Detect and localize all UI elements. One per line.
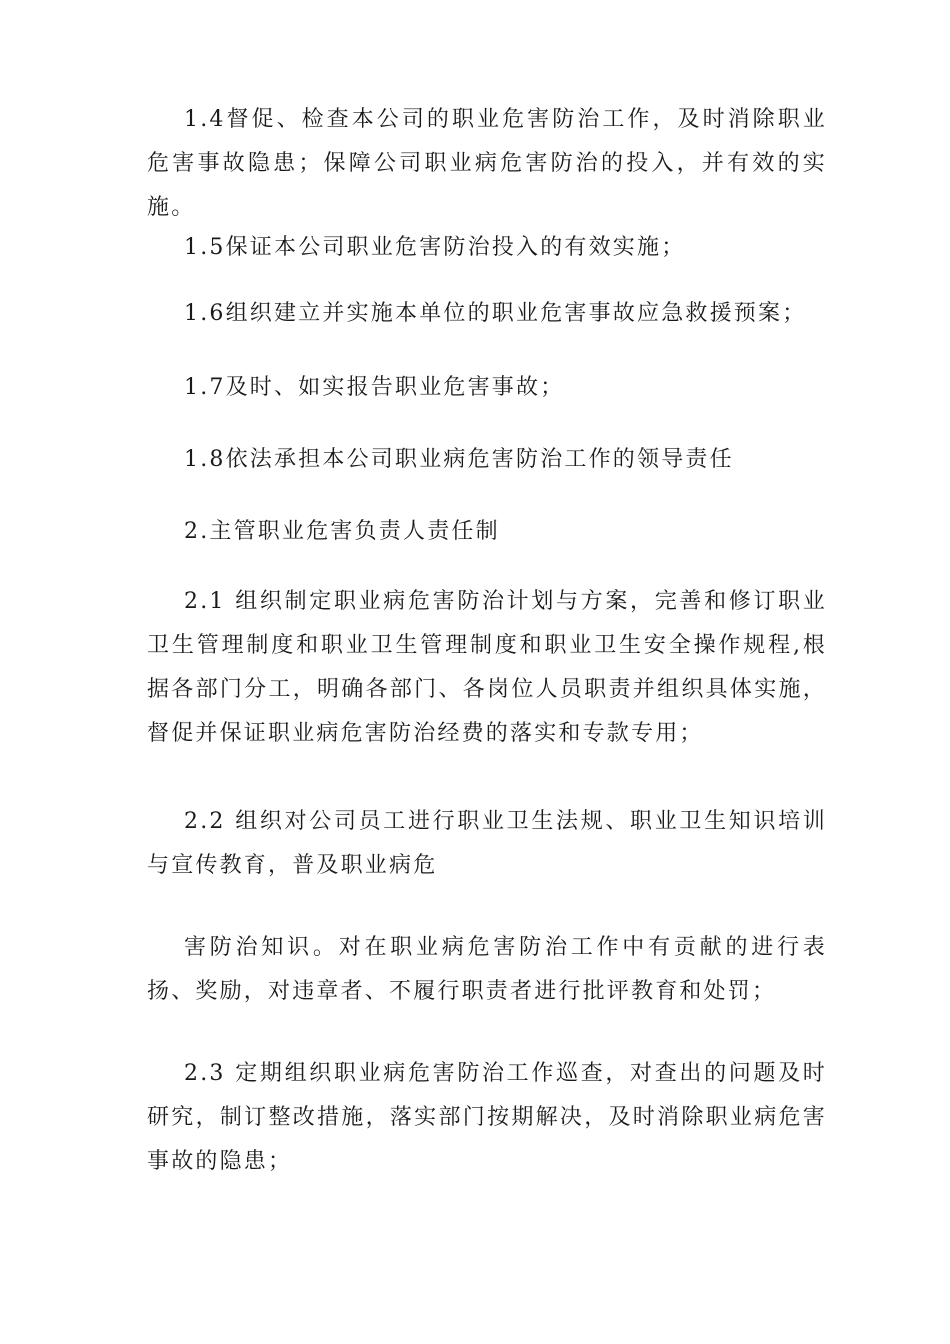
paragraph-2-2: 2.2 组织对公司员工进行职业卫生法规、职业卫生知识培训与宣传教育，普及职业病危: [147, 809, 827, 878]
paragraph-1-4: 1.4督促、检查本公司的职业危害防治工作，及时消除职业危害事故隐患；保障公司职业病危害防治的投入，并有效的实施。: [147, 107, 827, 220]
paragraph-2-1: 2.1 组织制定职业病危害防治计划与方案，完善和修订职业卫生管理制度和职业卫生管理制度和职业卫生安全操作规程,根据各部门分工，明确各部门、各岗位人员职责并组织具体实施，督促并保证职业病危害防治经费的落实和专款专用；: [147, 589, 827, 746]
paragraph-1-5: 1.5保证本公司职业危害防治投入的有效实施；: [184, 235, 686, 260]
paragraph-1-8: 1.8依法承担本公司职业病危害防治工作的领导责任: [184, 447, 734, 472]
paragraph-2-2-continued: 害防治知识。对在职业病危害防治工作中有贡献的进行表扬、奖励，对违章者、不履行职责者进行批评教育和处罚；: [147, 935, 827, 1004]
section-heading-2: 2.主管职业危害负责人责任制: [184, 519, 500, 544]
paragraph-2-3: 2.3 定期组织职业病危害防治工作巡查，对查出的问题及时研究，制订整改措施，落实部门按期解决，及时消除职业病危害事故的隐患；: [147, 1061, 827, 1174]
paragraph-1-6: 1.6组织建立并实施本单位的职业危害事故应急救援预案；: [184, 301, 807, 326]
paragraph-1-7: 1.7及时、如实报告职业危害事故；: [184, 375, 565, 400]
